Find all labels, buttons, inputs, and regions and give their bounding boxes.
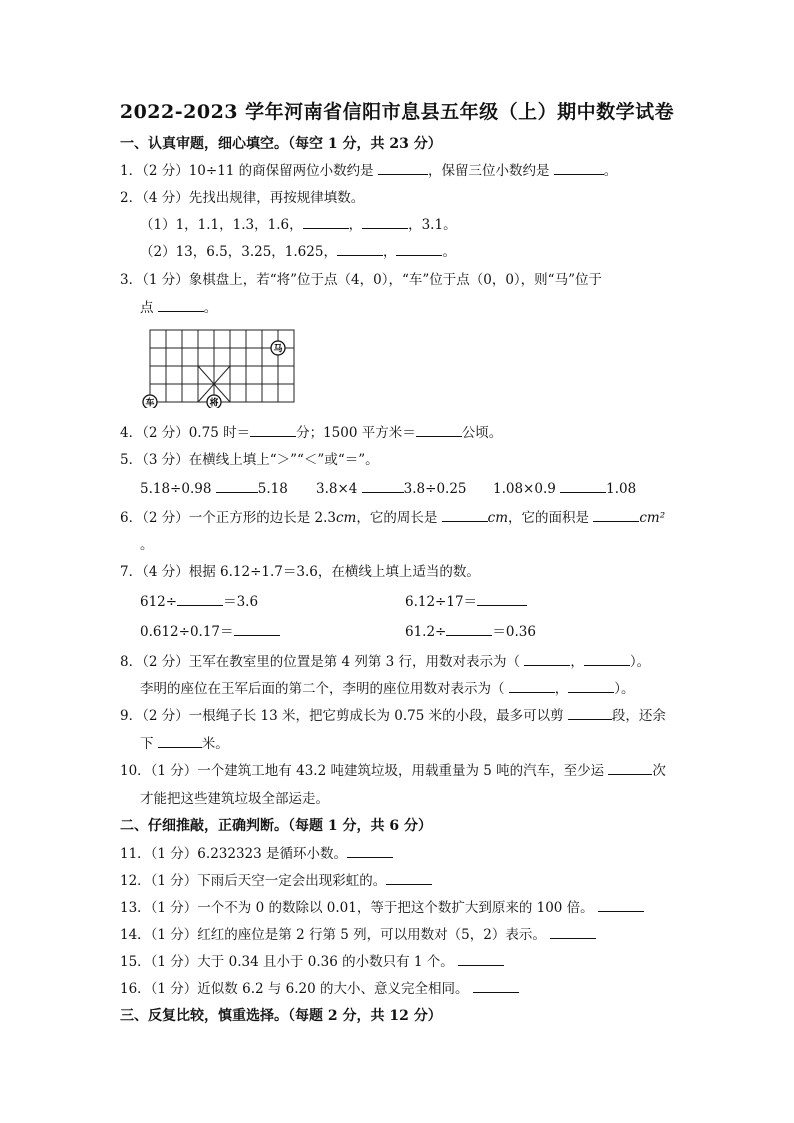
- answer-blank[interactable]: [177, 593, 223, 606]
- answer-blank[interactable]: [216, 480, 258, 493]
- question-3-cont: 点 。: [140, 300, 218, 316]
- answer-blank[interactable]: [378, 162, 428, 175]
- page-title: 2022-2023 学年河南省信阳市息县五年级（上）期中数学试卷: [119, 101, 675, 123]
- question-2-part-1: （1）1，1.1，1.3，1.6， ， ，3.1。: [140, 217, 457, 233]
- question-4: 4．（2 分）0.75 时＝ 分；1500 平方米＝ 公顷。: [120, 425, 503, 441]
- answer-blank[interactable]: [158, 735, 202, 748]
- piece-che: [143, 395, 157, 408]
- answer-blank[interactable]: [386, 872, 432, 885]
- answer-blank[interactable]: [477, 593, 527, 606]
- question-2: 2．（4 分）先找出规律，再按规律填数。: [120, 190, 365, 206]
- question-9-cont: 下 米。: [140, 736, 229, 752]
- svg-text:马: 马: [273, 344, 283, 355]
- question-5-compare-2: 3.8×4 3.8÷0.25: [316, 481, 467, 497]
- answer-blank[interactable]: [598, 899, 644, 912]
- answer-blank[interactable]: [524, 653, 570, 666]
- svg-text:将: 将: [209, 398, 219, 408]
- question-7-eq-1: 612÷ ＝3.6: [140, 594, 259, 610]
- answer-blank[interactable]: [608, 762, 652, 775]
- question-3: 3．（1 分）象棋盘上，若“将”位于点（4，0），“车”位于点（0，0），则“马”位于: [120, 272, 602, 288]
- question-2-part-2: （2）13，6.5，3.25，1.625， ， 。: [140, 244, 456, 260]
- question-15: 15．（1 分）大于 0.34 且小于 0.36 的小数只有 1 个。: [120, 953, 504, 971]
- answer-blank[interactable]: [396, 243, 442, 256]
- question-8: 8．（2 分）王军在教室里的位置是第 4 列第 3 行，用数对表示为（ ， ）。: [120, 654, 651, 670]
- question-5-compare-1: 5.18÷0.98 5.18: [140, 481, 288, 497]
- answer-blank[interactable]: [509, 680, 555, 693]
- question-9: 9．（2 分）一根绳子长 13 米，把它剪成长为 0.75 米的小段，最多可以剪 段，还余: [120, 708, 666, 724]
- answer-blank[interactable]: [362, 480, 404, 493]
- question-7: 7．（4 分）根据 6.12÷1.7＝3.6，在横线上填上适当的数。: [120, 564, 480, 580]
- svg-text:车: 车: [145, 398, 155, 408]
- question-10: 10．（1 分）一个建筑工地有 43.2 吨建筑垃圾，用载重量为 5 吨的汽车，至少运 次: [120, 763, 666, 779]
- question-7-eq-2: 6.12÷17＝: [405, 593, 527, 611]
- question-7-eq-4: 61.2÷ ＝0.36: [405, 624, 536, 640]
- answer-blank[interactable]: [337, 243, 383, 256]
- question-11: 11．（1 分）6.232323 是循环小数。: [120, 845, 393, 863]
- answer-blank[interactable]: [458, 953, 504, 966]
- question-13: 13．（1 分）一个不为 0 的数除以 0.01，等于把这个数扩大到原来的 100 倍。: [120, 899, 644, 917]
- answer-blank[interactable]: [416, 424, 462, 437]
- section-1-heading: 一、认真审题，细心填空。（每空 1 分，共 23 分）: [120, 136, 442, 152]
- answer-blank[interactable]: [303, 216, 349, 229]
- piece-ma: [271, 341, 285, 355]
- answer-blank[interactable]: [593, 509, 639, 522]
- chess-board-diagram: [140, 326, 300, 408]
- answer-blank[interactable]: [158, 299, 204, 312]
- question-6-end: 。: [140, 537, 154, 553]
- answer-blank[interactable]: [442, 509, 488, 522]
- answer-blank[interactable]: [554, 162, 604, 175]
- answer-blank[interactable]: [234, 623, 280, 636]
- answer-blank[interactable]: [568, 707, 612, 720]
- question-12: 12．（1 分）下雨后天空一定会出现彩虹的。: [120, 872, 432, 890]
- answer-blank[interactable]: [250, 424, 296, 437]
- question-1: 1．（2 分）10÷11 的商保留两位小数约是 ，保留三位小数约是 。: [120, 163, 618, 179]
- answer-blank[interactable]: [362, 216, 408, 229]
- answer-blank[interactable]: [347, 845, 393, 858]
- question-10-cont: 才能把这些建筑垃圾全部运走。: [140, 791, 329, 807]
- answer-blank[interactable]: [560, 480, 606, 493]
- question-16: 16．（1 分）近似数 6.2 与 6.20 的大小、意义完全相同。: [120, 980, 519, 998]
- answer-blank[interactable]: [550, 926, 596, 939]
- answer-blank[interactable]: [473, 980, 519, 993]
- answer-blank[interactable]: [568, 680, 614, 693]
- question-8-cont: 李明的座位在王军后面的第二个，李明的座位用数对表示为（ ， ）。: [140, 681, 635, 697]
- question-5: 5．（3 分）在横线上填上“＞”“＜”或“＝”。: [120, 452, 379, 468]
- piece-jiang: [207, 395, 221, 408]
- question-14: 14．（1 分）红红的座位是第 2 行第 5 列，可以用数对（5，2）表示。: [120, 926, 596, 944]
- answer-blank[interactable]: [584, 653, 630, 666]
- section-3-heading: 三、反复比较，慎重选择。（每题 2 分，共 12 分）: [120, 1008, 442, 1024]
- section-2-heading: 二、仔细推敲，正确判断。（每题 1 分，共 6 分）: [120, 818, 432, 834]
- answer-blank[interactable]: [446, 623, 492, 636]
- question-5-compare-3: 1.08×0.9 1.08: [493, 481, 637, 497]
- question-6: 6．（2 分）一个正方形的边长是 2.3cm，它的周长是 cm，它的面积是 cm²: [120, 510, 666, 526]
- question-7-eq-3: 0.612÷0.17＝: [140, 623, 280, 641]
